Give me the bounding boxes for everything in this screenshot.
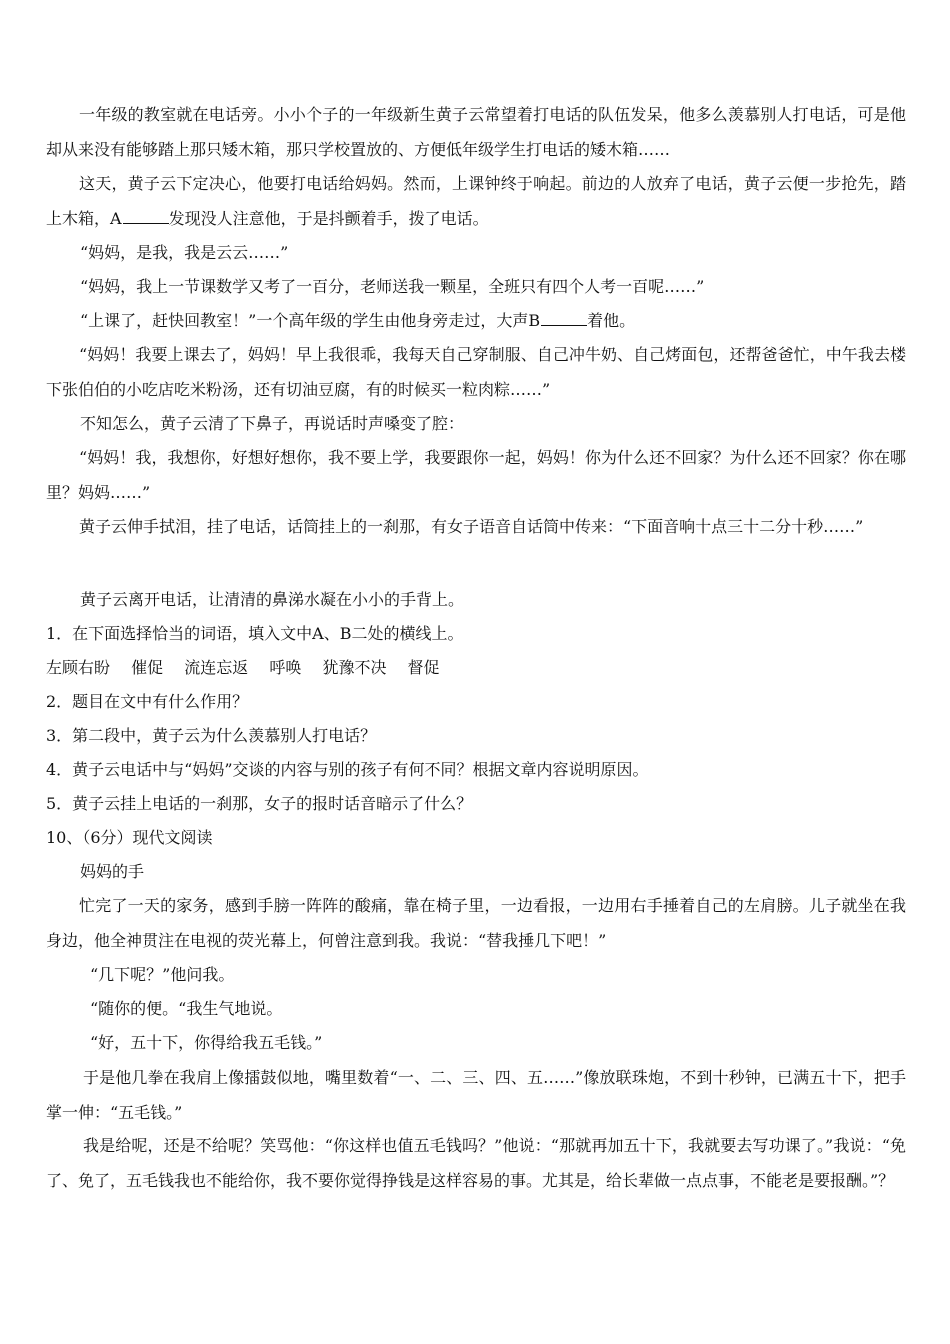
story-paragraph-8: “妈妈！我，我想你，好想好想你，我不要上学，我要跟你一起，妈妈！你为什么还不回家？为什么还不回家？你在哪里？妈妈……” bbox=[46, 448, 906, 502]
story-paragraph-4: “妈妈，我上一节课数学又考了一百分，老师送我一颗星，全班只有四个人考一百呢……” bbox=[80, 277, 705, 296]
story-paragraph-7: 不知怎么，黄子云清了下鼻子，再说话时声嗓变了腔： bbox=[80, 414, 465, 433]
essay-paragraph-6: 我是给呢，还是不给呢？笑骂他：“你这样也值五毛钱吗？”他说：“那就再加五十下，我就要去写功课了。”我说：“免了、免了，五毛钱我也不能给你，我不要你觉得挣钱是这样容易的事。尤其是，给长辈做一点点事，不能老是要报酬。”？ bbox=[46, 1136, 906, 1190]
story-paragraph-9: 黄子云伸手拭泪，挂了电话，话筒挂上的一刹那，有女子语音自话筒中传来：“下面音响十点三十二分十秒……” bbox=[79, 517, 864, 536]
story-paragraph-6: “妈妈！我要上课去了，妈妈！早上我很乖，我每天自己穿制服、自己冲牛奶、自己烤面包，还帮爸爸忙，中午我去楼下张伯伯的小吃店吃米粉汤，还有切油豆腐，有的时候买一粒肉粽……” bbox=[46, 345, 906, 399]
essay-paragraph-3: “随你的便。“我生气地说。 bbox=[90, 999, 283, 1018]
essay-paragraph-1: 忙完了一天的家务，感到手膀一阵阵的酸痛，靠在椅子里，一边看报，一边用右手捶着自己的左肩膀。儿子就坐在我身边，他全神贯注在电视的荧光幕上，何曾注意到我。我说：“替我捶几下吧！” bbox=[46, 896, 906, 950]
essay-paragraph-4: “好，五十下，你得给我五毛钱。” bbox=[90, 1033, 323, 1052]
essay-paragraph-2: “几下呢？”他问我。 bbox=[90, 965, 235, 984]
story-paragraph-5-part-a: “上课了，赶快回教室！”一个高年级的学生由他身旁走过，大声B bbox=[80, 311, 541, 330]
story-paragraph-1: 一年级的教室就在电话旁。小小个子的一年级新生黄子云常望着打电话的队伍发呆，他多么羡慕别人打电话，可是他却从来没有能够踏上那只矮木箱，那只学校置放的、方便低年级学生打电话的矮木箱…… bbox=[46, 105, 906, 159]
question-1: 1．在下面选择恰当的词语，填入文中A、B二处的横线上。 bbox=[46, 624, 464, 643]
question-5: 5．黄子云挂上电话的一刹那，女子的报时话音暗示了什么？ bbox=[46, 794, 473, 813]
option-5: 犹豫不决 bbox=[322, 658, 387, 677]
essay-paragraph-5: 于是他几拳在我肩上像擂鼓似地，嘴里数着“一、二、三、四、五……”像放联珠炮，不到十秒钟，已满五十下，把手掌一伸：“五毛钱。” bbox=[46, 1068, 906, 1122]
story-paragraph-2-part-b: 发现没人注意他，于是抖颤着手，拨了电话。 bbox=[168, 209, 489, 228]
option-6: 督促 bbox=[407, 658, 440, 677]
story-paragraph-10: 黄子云离开电话，让清清的鼻涕水凝在小小的手背上。 bbox=[80, 590, 465, 609]
story-paragraph-3: “妈妈，是我，我是云云……” bbox=[80, 243, 289, 262]
story-paragraph-5-part-b: 着他。 bbox=[587, 311, 636, 330]
question-2: 2．题目在文中有什么作用？ bbox=[46, 692, 249, 711]
story-paragraph-2 bbox=[46, 166, 906, 236]
section-10-heading: 10、（6分）现代文阅读 bbox=[46, 828, 213, 847]
option-4: 呼唤 bbox=[269, 658, 302, 677]
question-3: 3．第二段中，黄子云为什么羡慕别人打电话？ bbox=[46, 726, 377, 745]
story-paragraph-2-part-a: 这天，黄子云下定决心，他要打电话给妈妈。然而，上课钟终于响起。前边的人放弃了电话，黄子云便一步抢先，踏上木箱，A bbox=[46, 174, 906, 228]
option-1: 左顾右盼 bbox=[46, 658, 111, 677]
question-4: 4．黄子云电话中与“妈妈”交谈的内容与别的孩子有何不同？根据文章内容说明原因。 bbox=[46, 760, 649, 779]
word-options bbox=[46, 650, 906, 685]
option-3: 流连忘返 bbox=[184, 658, 249, 677]
essay-title: 妈妈的手 bbox=[80, 862, 145, 881]
option-2: 催促 bbox=[131, 658, 164, 677]
story-paragraph-5 bbox=[80, 303, 940, 338]
blank-a bbox=[123, 209, 169, 224]
blank-b bbox=[541, 311, 587, 326]
